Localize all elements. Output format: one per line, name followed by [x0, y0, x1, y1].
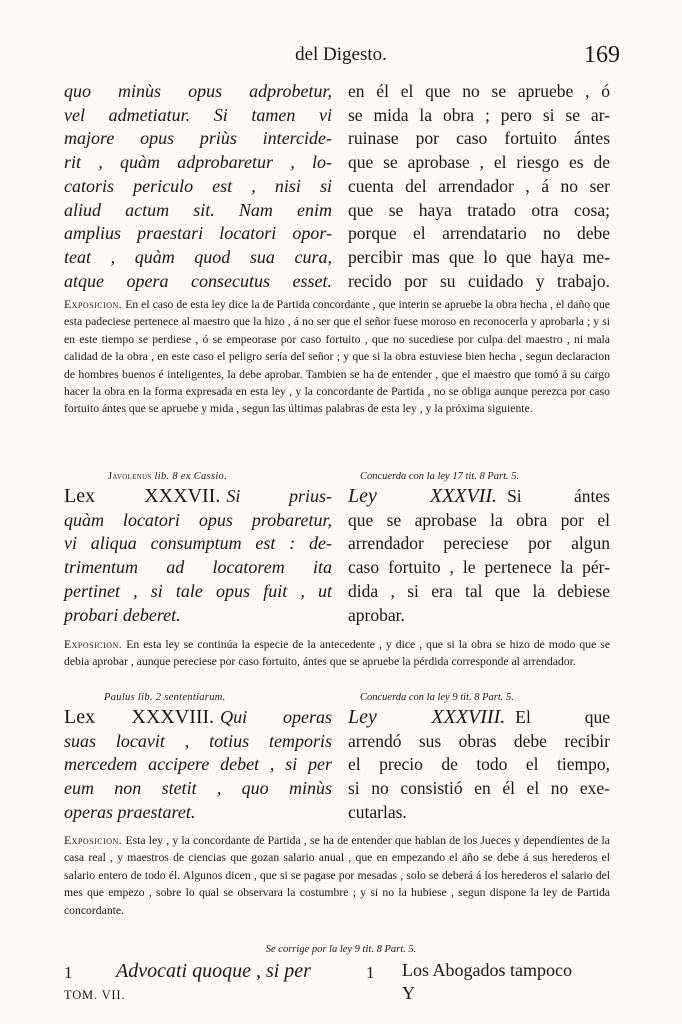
spanish-line: dida , si era tal que la debiese [348, 580, 610, 601]
paragraph-number: 1 [64, 963, 73, 982]
latin-line: rit , quàm adprobaretur , lo- [64, 152, 332, 173]
spanish-line: cutarlas. [348, 801, 407, 822]
spanish-next-line: Los Abogados tampoco [402, 960, 572, 980]
spanish-line: cuenta del arrendador , á no ser [348, 175, 610, 196]
latin-line: operas praestaret. [64, 801, 196, 822]
ley-title: Ley XXXVII. [348, 485, 498, 507]
jurist-source: lib. 8 ex Cassio. [154, 471, 228, 482]
latin-column-lex-37 [64, 485, 332, 627]
jurist-citation: Paulus lib. 2 sententiarum. [104, 692, 226, 703]
concordance-note: Concuerda con la ley 17 tit. 8 Part. 5. [360, 471, 520, 482]
jurist-name: Javolenus [108, 471, 152, 482]
latin-line: aliud actum sit. Nam enim [64, 199, 332, 220]
spanish-fragment: El que [515, 707, 610, 727]
exposicion-text: En esta ley se continúa la especie de la antecedente , y dice , que si la obra se hizo de modo que se debia aprobar , aunque pereciese por caso fortuito, ántes que se apruebe la pérdida corresponde al arrendador. [64, 638, 611, 669]
latin-line: probari deberet. [64, 604, 181, 625]
exposicion-label: Exposicion. [64, 638, 123, 651]
latin-fragment: Si prius- [226, 486, 332, 506]
ley-title: Ley XXXVIII. [348, 706, 506, 728]
concordance-note: Concuerda con la ley 9 tit. 8 Part. 5. [360, 692, 514, 703]
latin-column-top [64, 80, 332, 293]
latin-next-line: Advocati quoque , si per [116, 960, 311, 982]
page-number: 169 [584, 42, 620, 68]
latin-line: majore opus priùs intercide- [64, 128, 332, 149]
spanish-line: percibir mas que lo que haya me- [348, 246, 610, 267]
latin-line: pertinet , si tale opus fuit , ut [64, 580, 332, 601]
spanish-line: en él el que no se apruebe , ó [348, 81, 610, 101]
exposicion-text: Esta ley , y la concordante de Partida , se ha de entender que hablan de los Jueces y dependientes de la casa real , y maestros de ciencias que gozan salario anual , que en empezando el año se debe á sus herederos el salario entero de todo él. Algunos dicen , que si se pagase por mesadas , solo se deberá á los herederos el salario del mes que empezo , sobre lo qual se observara la costumbre ; y si no la hubiese , segun dispone la ley de Partida concordante. [64, 834, 610, 917]
latin-line: mercedem accipere debet , si per [64, 754, 332, 775]
spanish-line: recido por su cuidado y trabajo. [348, 270, 610, 291]
spanish-line: si no consistió en él el no exe- [348, 778, 610, 799]
spanish-line: porque el arrendatario no debe [348, 223, 610, 244]
paragraph-number: 1 [366, 963, 375, 982]
spanish-line: aprobar. [348, 604, 405, 625]
spanish-line: el precio de todo el tiempo, [348, 754, 610, 775]
latin-line: eum non stetit , quo minùs [64, 778, 332, 799]
spanish-column-ley-37 [348, 485, 610, 627]
latin-line-with-title [64, 485, 332, 509]
latin-line: amplius praestari locatori opor- [64, 223, 332, 244]
spanish-line: se mida la obra ; pero si se ar- [348, 104, 610, 125]
volume-signature: TOM. VII. [64, 988, 126, 1002]
spanish-column-ley-38 [348, 706, 610, 825]
latin-line: quo minùs opus adprobetur, [64, 81, 332, 101]
jurist-citation [108, 471, 227, 482]
latin-line: vel admetiatur. Si tamen vi [64, 104, 332, 125]
exposicion-paragraph [64, 832, 610, 919]
spanish-line: que se aprobase , el riesgo es de [348, 152, 610, 173]
exposicion-label: Exposicion. [64, 298, 123, 311]
latin-line: trimentum ad locatorem ita [64, 557, 332, 578]
spanish-line: caso fortuito , le pertenece la pér- [348, 557, 610, 578]
latin-line: vi aliqua consumptum est : de- [64, 533, 332, 554]
latin-line: teat , quàm quod sua cura, [64, 246, 332, 267]
spanish-line: ruinase por caso fortuito ántes [348, 128, 610, 149]
latin-line-with-title [64, 706, 332, 730]
catchword: Y [402, 983, 415, 1003]
latin-line: catoris periculo est , nisi si [64, 175, 332, 196]
running-header: del Digesto. [295, 44, 387, 65]
exposicion-paragraph [64, 636, 610, 671]
lex-title: Lex XXXVIII. [64, 706, 215, 728]
lex-title: Lex XXXVII. [64, 485, 221, 507]
spanish-line: arrendador pereciese por algun [348, 533, 610, 554]
spanish-line: que se haya tratado otra cosa; [348, 199, 610, 220]
exposicion-text: En el caso de esta ley dice la de Partida concordante , que interin se apruebe la obra hecha , el daño que esta padeciese pertenece al maestro que la hizo , á no ser que el señor fuese moroso en reconocerla y aprobarla ; y si en este tiempo se perdiese , ó se empeorase por caso fortuito , que no sucediese por culpa del maestro , ni mala calidad de la obra , en este caso el peligro sería del señor ; y que si la obra estuviese bien hecha , segun declaracion de hombres buenos é inteligentes, la debe aprobar. Tambien se ha de entender , que el maestro que tomó á su cargo hacer la obra en la forma expresada en esta ley , y la concordante de Partida , no se obliga aunque perezca por caso fortuito ántes que se apruebe y mida , segun las últimas palabras de esta ley , y la próxima siguiente. [64, 298, 610, 416]
spanish-line: arrendó sus obras debe recibir [348, 730, 610, 751]
footer-citation: Se corrige por la ley 9 tit. 8 Part. 5. [265, 944, 417, 955]
spanish-fragment: Si ántes [507, 486, 610, 506]
spanish-line-with-title [348, 485, 610, 509]
spanish-column-top [348, 80, 610, 293]
latin-line: suas locavit , totius temporis [64, 730, 332, 751]
latin-column-lex-38 [64, 706, 332, 825]
latin-line: quàm locatori opus probaretur, [64, 509, 332, 530]
exposicion-paragraph [64, 296, 610, 418]
exposicion-label: Exposicion. [64, 834, 123, 847]
latin-fragment: Qui operas [220, 707, 332, 727]
spanish-line: que se aprobase la obra por el [348, 509, 610, 530]
latin-line: atque opera consecutus esset. [64, 270, 332, 291]
spanish-line-with-title [348, 706, 610, 730]
